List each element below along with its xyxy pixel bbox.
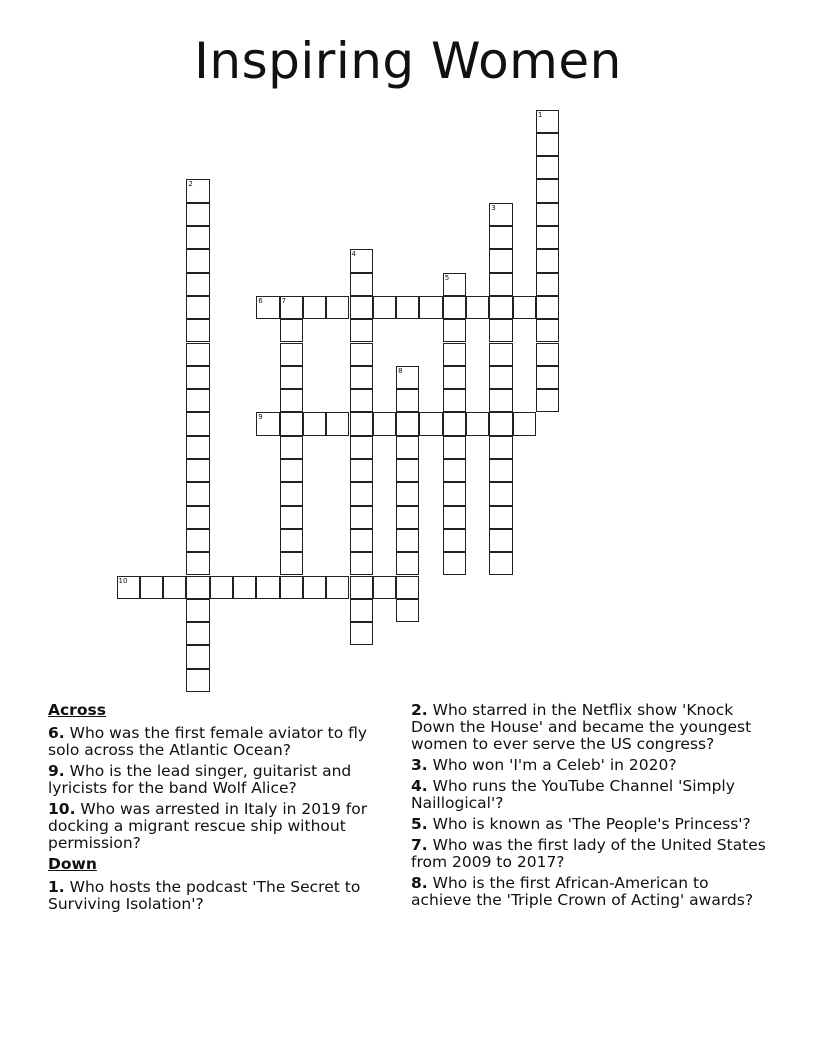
grid-cell[interactable] bbox=[350, 389, 373, 412]
grid-cell[interactable] bbox=[466, 296, 489, 319]
grid-cell[interactable] bbox=[233, 576, 256, 599]
grid-cell[interactable] bbox=[443, 529, 466, 552]
grid-cell[interactable] bbox=[396, 389, 419, 412]
grid-cell[interactable] bbox=[186, 669, 209, 692]
grid-cell[interactable] bbox=[443, 552, 466, 575]
grid-cell[interactable] bbox=[350, 482, 373, 505]
grid-cell[interactable] bbox=[419, 296, 442, 319]
grid-cell[interactable] bbox=[443, 296, 466, 319]
grid-cell[interactable] bbox=[303, 412, 326, 435]
grid-cell[interactable] bbox=[280, 529, 303, 552]
grid-cell[interactable] bbox=[443, 273, 466, 296]
grid-cell[interactable] bbox=[303, 296, 326, 319]
grid-cell[interactable] bbox=[396, 459, 419, 482]
grid-cell[interactable] bbox=[443, 506, 466, 529]
clues-column-right bbox=[411, 702, 771, 913]
grid-cell[interactable] bbox=[280, 366, 303, 389]
clue-down-7: 7. Who was the first lady of the United States from 2009 to 2017? bbox=[411, 836, 766, 871]
grid-cell[interactable] bbox=[350, 576, 373, 599]
grid-cell[interactable] bbox=[396, 296, 419, 319]
grid-cell[interactable] bbox=[536, 343, 559, 366]
clue-number-label: 2 bbox=[188, 180, 193, 189]
clues-column-left bbox=[48, 702, 393, 917]
grid-cell[interactable] bbox=[350, 622, 373, 645]
clue-down-3: 3. Who won 'I'm a Celeb' in 2020? bbox=[411, 756, 677, 774]
grid-cell[interactable] bbox=[186, 412, 209, 435]
clue-number-label: 7 bbox=[281, 296, 287, 305]
grid-cell[interactable] bbox=[350, 249, 373, 272]
grid-cell[interactable] bbox=[186, 343, 209, 366]
grid-cell[interactable] bbox=[186, 576, 209, 599]
grid-cell[interactable] bbox=[350, 319, 373, 342]
grid-cell[interactable] bbox=[186, 436, 209, 459]
grid-cell[interactable] bbox=[396, 506, 419, 529]
grid-cell[interactable] bbox=[536, 179, 559, 202]
grid-cell[interactable] bbox=[489, 459, 512, 482]
grid-cell[interactable] bbox=[186, 273, 209, 296]
grid-cell[interactable] bbox=[280, 506, 303, 529]
grid-cell[interactable] bbox=[256, 576, 279, 599]
grid-cell[interactable] bbox=[443, 343, 466, 366]
grid-cell[interactable] bbox=[186, 179, 209, 202]
grid-cell[interactable] bbox=[186, 296, 209, 319]
grid-cell[interactable] bbox=[280, 412, 303, 435]
grid-cell[interactable] bbox=[326, 576, 349, 599]
grid-cell[interactable] bbox=[489, 273, 512, 296]
grid-cell[interactable] bbox=[350, 599, 373, 622]
grid-cell[interactable] bbox=[117, 576, 140, 599]
grid-cell[interactable] bbox=[186, 622, 209, 645]
grid-cell[interactable] bbox=[536, 389, 559, 412]
grid-cell[interactable] bbox=[186, 203, 209, 226]
clue-number-label: 10 bbox=[118, 576, 128, 585]
grid-cell[interactable] bbox=[396, 552, 419, 575]
grid-cell[interactable] bbox=[513, 412, 536, 435]
grid-cell[interactable] bbox=[280, 482, 303, 505]
grid-cell[interactable] bbox=[350, 273, 373, 296]
clue-across-9: 9. Who is the lead singer, guitarist and lyricists for the band Wolf Alice? bbox=[48, 762, 352, 797]
grid-cell[interactable] bbox=[350, 412, 373, 435]
clue-number-label: 8 bbox=[398, 366, 403, 375]
clue-down-1: 1. Who hosts the podcast 'The Secret to Surviving Isolation'? bbox=[48, 878, 361, 913]
grid-cell[interactable] bbox=[350, 343, 373, 366]
grid-cell[interactable] bbox=[396, 529, 419, 552]
grid-cell[interactable] bbox=[256, 412, 279, 435]
grid-cell[interactable] bbox=[280, 576, 303, 599]
grid-cell[interactable] bbox=[536, 156, 559, 179]
grid-cell[interactable] bbox=[280, 552, 303, 575]
grid-cell[interactable] bbox=[326, 296, 349, 319]
grid-cell[interactable] bbox=[443, 366, 466, 389]
grid-cell[interactable] bbox=[443, 389, 466, 412]
grid-cell[interactable] bbox=[489, 343, 512, 366]
grid-cell[interactable] bbox=[186, 366, 209, 389]
grid-cell[interactable] bbox=[186, 506, 209, 529]
grid-cell[interactable] bbox=[419, 412, 442, 435]
grid-cell[interactable] bbox=[536, 273, 559, 296]
grid-cell[interactable] bbox=[326, 412, 349, 435]
grid-cell[interactable] bbox=[256, 296, 279, 319]
grid-cell[interactable] bbox=[186, 482, 209, 505]
grid-cell[interactable] bbox=[443, 436, 466, 459]
grid-cell[interactable] bbox=[350, 436, 373, 459]
grid-cell[interactable] bbox=[210, 576, 233, 599]
grid-cell[interactable] bbox=[466, 412, 489, 435]
grid-cell[interactable] bbox=[489, 506, 512, 529]
grid-cell[interactable] bbox=[373, 296, 396, 319]
grid-cell[interactable] bbox=[396, 482, 419, 505]
grid-cell[interactable] bbox=[350, 506, 373, 529]
grid-cell[interactable] bbox=[186, 459, 209, 482]
grid-cell[interactable] bbox=[513, 296, 536, 319]
grid-cell[interactable] bbox=[280, 319, 303, 342]
grid-cell[interactable] bbox=[396, 412, 419, 435]
grid-cell[interactable] bbox=[350, 366, 373, 389]
grid-cell[interactable] bbox=[373, 576, 396, 599]
grid-cell[interactable] bbox=[489, 412, 512, 435]
grid-cell[interactable] bbox=[536, 319, 559, 342]
grid-cell[interactable] bbox=[396, 436, 419, 459]
grid-cell[interactable] bbox=[489, 203, 512, 226]
grid-cell[interactable] bbox=[280, 459, 303, 482]
grid-cell[interactable] bbox=[536, 133, 559, 156]
clue-down-4: 4. Who runs the YouTube Channel 'Simply Naillogical'? bbox=[411, 777, 735, 812]
grid-cell[interactable] bbox=[536, 226, 559, 249]
clue-number-label: 9 bbox=[258, 413, 263, 422]
grid-cell[interactable] bbox=[163, 576, 186, 599]
grid-cell[interactable] bbox=[489, 319, 512, 342]
grid-cell[interactable] bbox=[489, 249, 512, 272]
grid-cell[interactable] bbox=[186, 552, 209, 575]
grid-cell[interactable] bbox=[489, 226, 512, 249]
clue-down-5: 5. Who is known as 'The People's Princess'? bbox=[411, 815, 751, 833]
clue-across-6: 6. Who was the first female aviator to fly solo across the Atlantic Ocean? bbox=[48, 724, 368, 759]
puzzle-title: Inspiring Women bbox=[194, 32, 622, 90]
grid-cell[interactable] bbox=[350, 552, 373, 575]
grid-cell[interactable] bbox=[186, 319, 209, 342]
grid-cell[interactable] bbox=[350, 529, 373, 552]
grid-cell[interactable] bbox=[396, 599, 419, 622]
grid-cell[interactable] bbox=[536, 296, 559, 319]
grid-cell[interactable] bbox=[443, 319, 466, 342]
clue-across-10: 10. Who was arrested in Italy in 2019 for docking a migrant rescue ship without permission? bbox=[48, 800, 368, 852]
grid-cell[interactable] bbox=[186, 645, 209, 668]
grid-cell[interactable] bbox=[350, 296, 373, 319]
grid-cell[interactable] bbox=[186, 249, 209, 272]
grid-cell[interactable] bbox=[280, 389, 303, 412]
grid-cell[interactable] bbox=[489, 296, 512, 319]
grid-cell[interactable] bbox=[443, 412, 466, 435]
clue-number-label: 5 bbox=[444, 273, 450, 282]
grid-cell[interactable] bbox=[303, 576, 326, 599]
grid-cell[interactable] bbox=[443, 459, 466, 482]
grid-cell[interactable] bbox=[489, 389, 512, 412]
grid-cell[interactable] bbox=[536, 203, 559, 226]
grid-cell[interactable] bbox=[186, 226, 209, 249]
clue-down-8: 8. Who is the first African-American to achieve the 'Triple Crown of Acting' awards? bbox=[411, 874, 754, 909]
grid-cell[interactable] bbox=[489, 436, 512, 459]
grid-cell[interactable] bbox=[140, 576, 163, 599]
across-heading: Across bbox=[48, 701, 106, 719]
grid-cell[interactable] bbox=[536, 110, 559, 133]
clue-number-label: 1 bbox=[537, 110, 543, 119]
grid-cell[interactable] bbox=[536, 366, 559, 389]
clue-number-label: 6 bbox=[258, 296, 263, 305]
grid-cell[interactable] bbox=[489, 552, 512, 575]
grid-cell[interactable] bbox=[443, 482, 466, 505]
grid-cell[interactable] bbox=[186, 599, 209, 622]
grid-cell[interactable] bbox=[536, 249, 559, 272]
clue-number-label: 3 bbox=[491, 203, 496, 212]
grid-cell[interactable] bbox=[489, 482, 512, 505]
grid-cell[interactable] bbox=[280, 436, 303, 459]
clue-down-2: 2. Who starred in the Netflix show 'Knock Down the House' and became the youngest women to ever serve the US congress? bbox=[411, 701, 752, 753]
grid-cell[interactable] bbox=[186, 529, 209, 552]
grid-cell[interactable] bbox=[186, 389, 209, 412]
clue-number-label: 4 bbox=[351, 250, 356, 259]
grid-cell[interactable] bbox=[373, 412, 396, 435]
grid-cell[interactable] bbox=[280, 343, 303, 366]
grid-cell[interactable] bbox=[350, 459, 373, 482]
grid-cell[interactable] bbox=[396, 366, 419, 389]
down-heading: Down bbox=[48, 855, 97, 873]
grid-cell[interactable] bbox=[280, 296, 303, 319]
grid-cell[interactable] bbox=[396, 576, 419, 599]
grid-cell[interactable] bbox=[489, 529, 512, 552]
grid-cell[interactable] bbox=[489, 366, 512, 389]
